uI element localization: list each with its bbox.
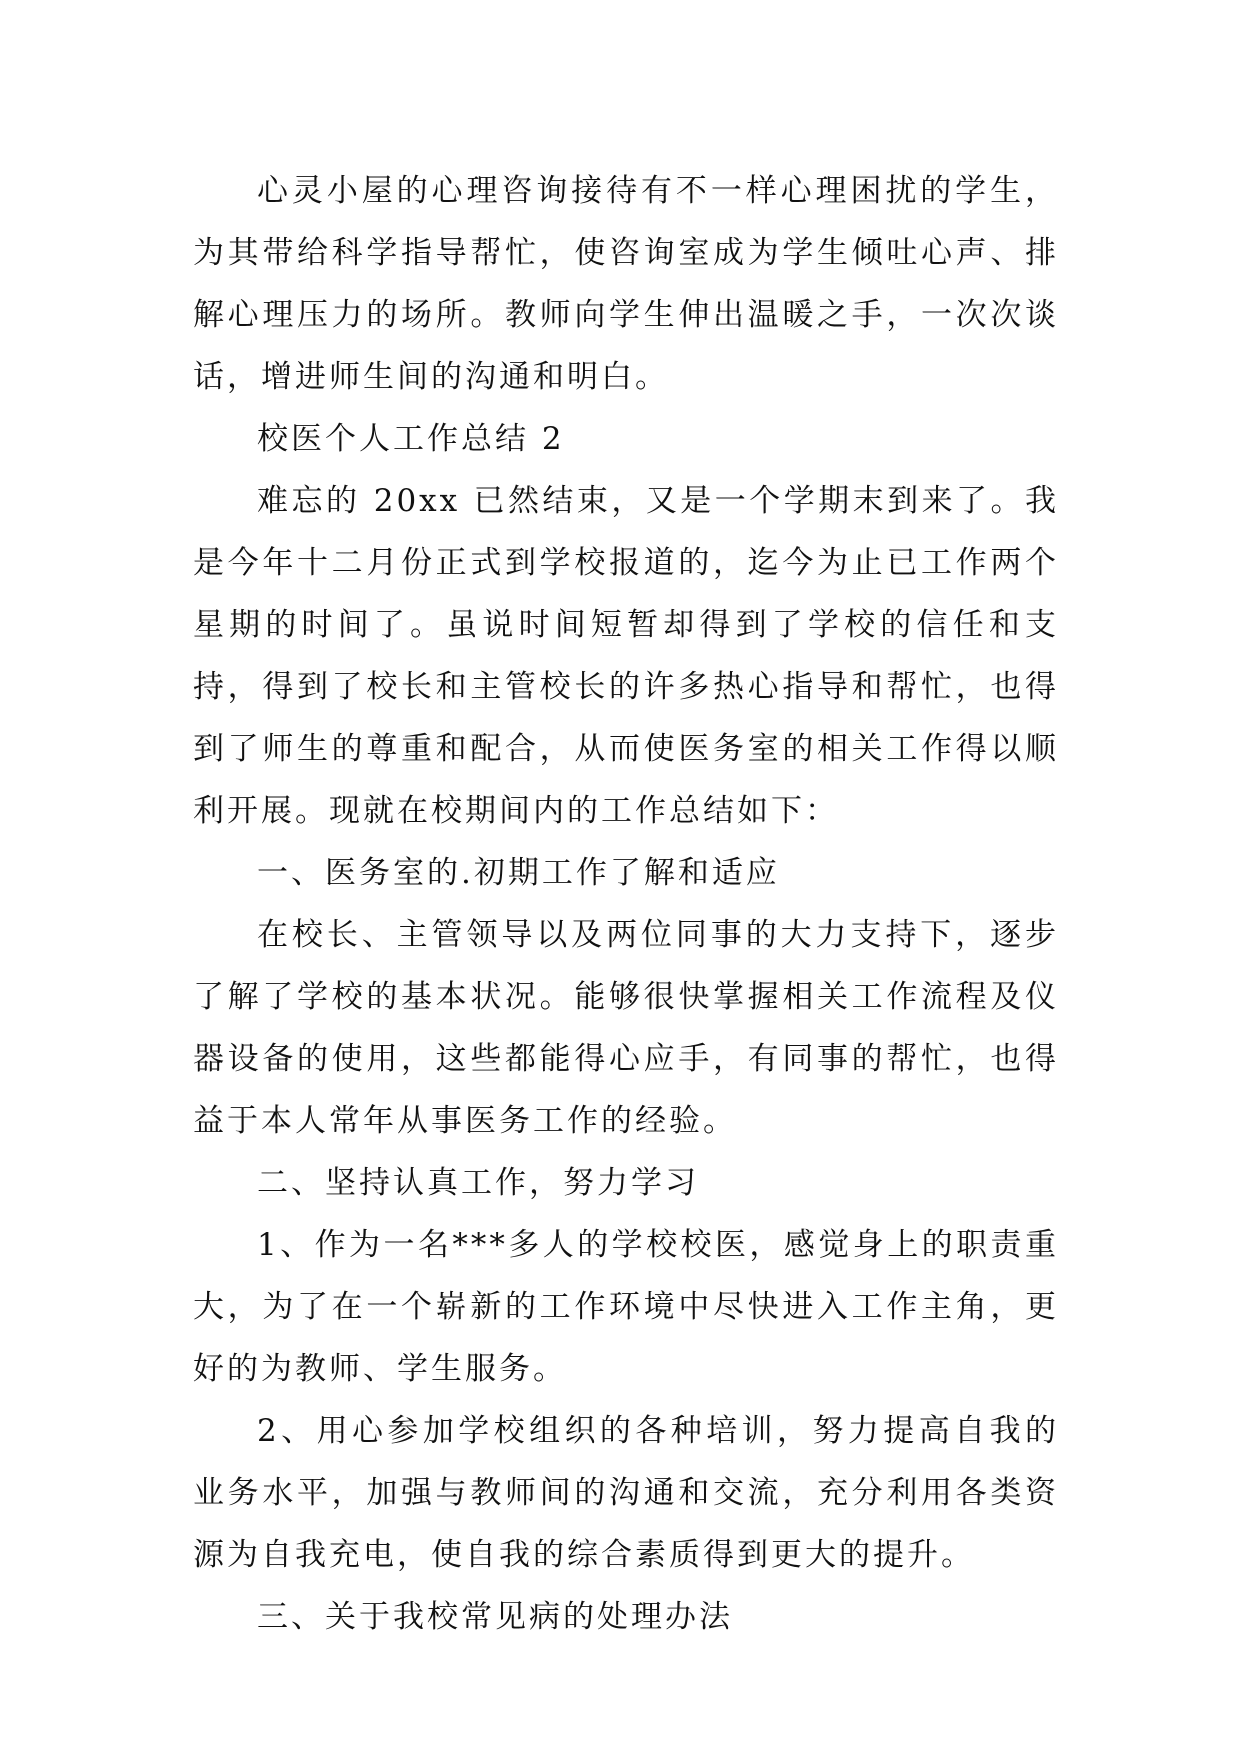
paragraph-item-2: 2、用心参加学校组织的各种培训，努力提高自我的业务水平，加强与教师间的沟通和交流，充分利用各类资源为自我充电，使自我的综合素质得到更大的提升。	[193, 1413, 1059, 1573]
paragraph-part-one: 在校长、主管领导以及两位同事的大力支持下，逐步了解了学校的基本状况。能够很快掌握相关工作流程及仪器设备的使用，这些都能得心应手，有同事的帮忙，也得益于本人常年从事医务工作的经验。	[193, 917, 1059, 1139]
paragraph-counseling-room: 心灵小屋的心理咨询接待有不一样心理困扰的学生，为其带给科学指导帮忙，使咨询室成为学生倾吐心声、排解心理压力的场所。教师向学生伸出温暖之手，一次次谈话，增进师生间的沟通和明白。	[193, 173, 1059, 395]
heading-part-two: 二、坚持认真工作，努力学习	[257, 1165, 699, 1201]
heading-part-one: 一、医务室的.初期工作了解和适应	[257, 855, 780, 891]
paragraph-item-1: 1、作为一名***多人的学校校医，感觉身上的职责重大，为了在一个崭新的工作环境中尽快进入工作主角，更好的为教师、学生服务。	[193, 1227, 1059, 1387]
section-title-summary-2: 校医个人工作总结 2	[257, 421, 565, 457]
paragraph-introduction: 难忘的 20xx 已然结束，又是一个学期末到来了。我是今年十二月份正式到学校报道的，迄今为止已工作两个星期的时间了。虽说时间短暂却得到了学校的信任和支持，得到了校长和主管校长的许多热心指导和帮忙，也得到了师生的尊重和配合，从而使医务室的相关工作得以顺利开展。现就在校期间内的工作总结如下：	[193, 483, 1059, 829]
heading-part-three: 三、关于我校常见病的处理办法	[257, 1599, 733, 1635]
document-body	[193, 160, 1059, 1648]
